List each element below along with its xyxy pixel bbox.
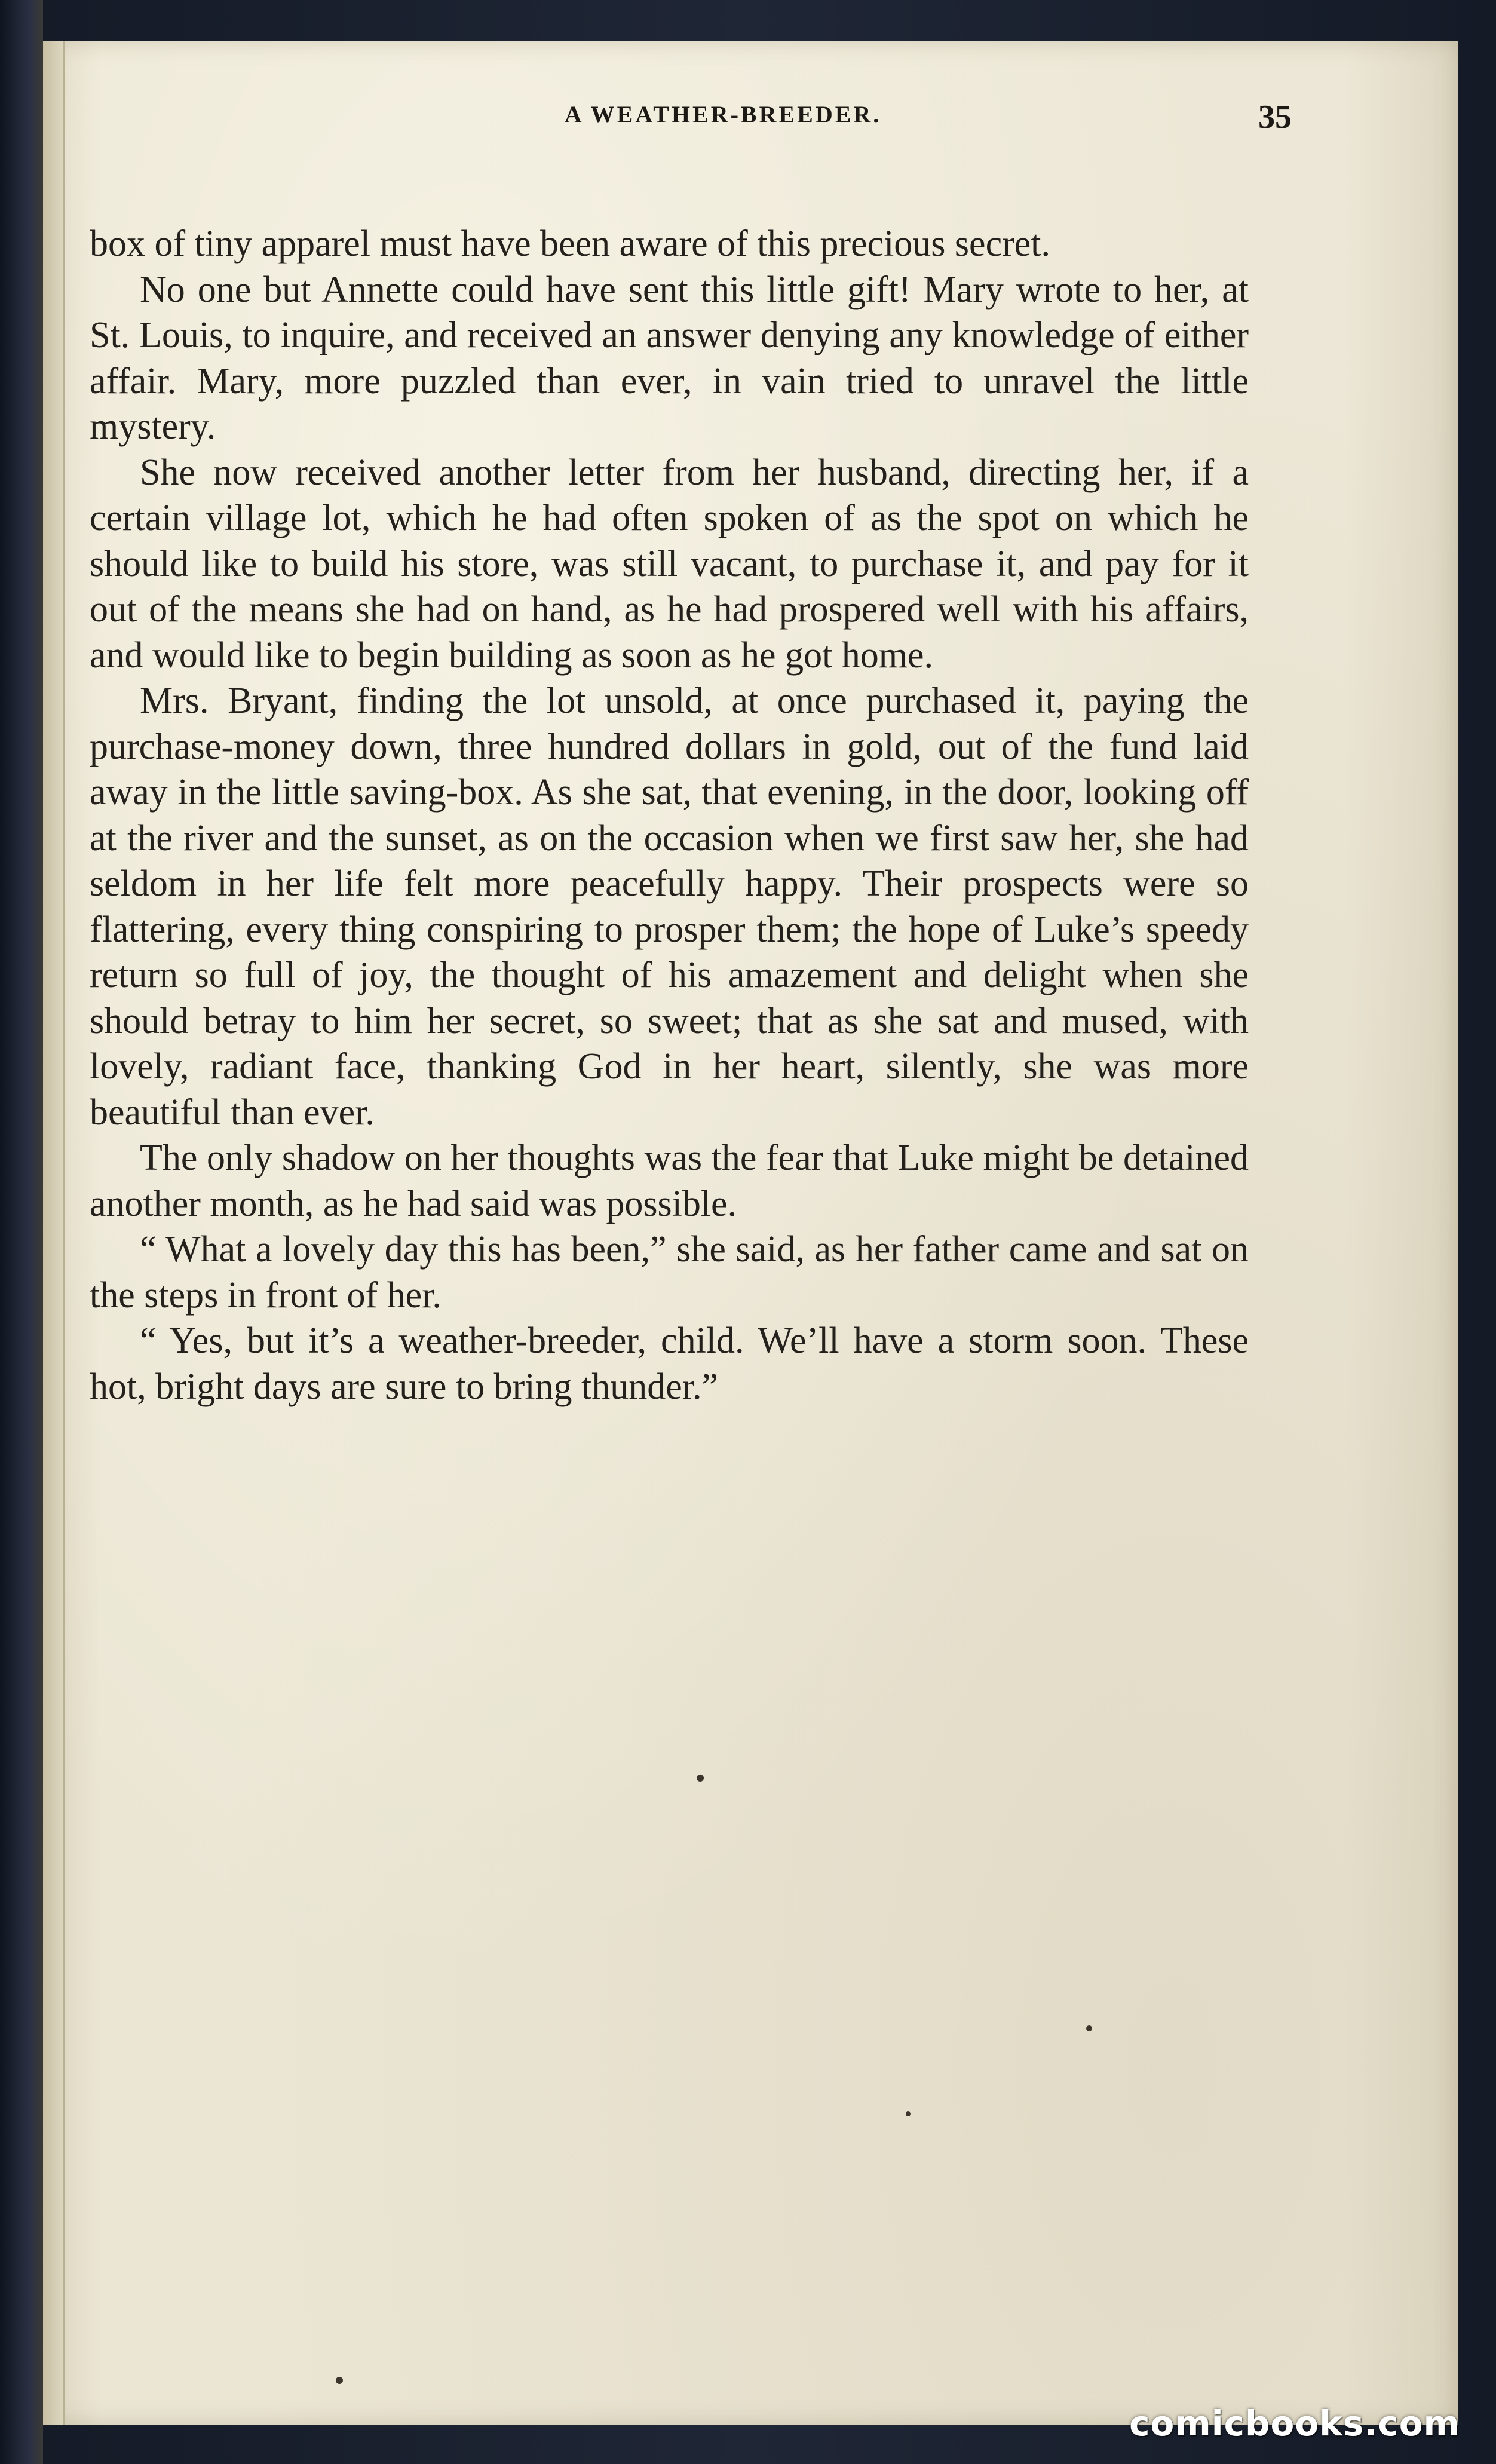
- ink-speck: [906, 2111, 911, 2116]
- page-number: 35: [1258, 99, 1292, 136]
- paragraph: “ Yes, but it’s a weather-breeder, child. We’ll have a storm soon. These hot, bright days are sure to bring thunder.”: [90, 1320, 1249, 1407]
- running-title: A WEATHER-BREEDER.: [564, 101, 882, 128]
- body-text: [90, 221, 1249, 1409]
- page-edge: [43, 41, 65, 2425]
- paragraph: “ What a lovely day this has been,” she said, as her father came and sat on the steps in front of her.: [90, 1229, 1249, 1316]
- ink-speck: [697, 1775, 704, 1782]
- paragraph: The only shadow on her thoughts was the fear that Luke might be detained another month, as he had said was possible.: [90, 1138, 1249, 1224]
- ink-speck: [336, 2377, 343, 2384]
- paragraph: Mrs. Bryant, finding the lot unsold, at once purchased it, paying the purchase-money down, three hundred dollars in gold, out of the fund laid away in the little saving-box. As she sat, that evening, in the door, looking off at the river and the sunset, as on the occasion when we first saw her, she had seldom in her life felt more peacefully happy. Their prospects were so flattering, every thing conspiring to prosper them; the hope of Luke’s speedy return so full of joy, the thought of his amazement and delight when she should betray to him her secret, so sweet; that as she sat and mused, with lovely, radiant face, thanking God in her heart, silently, she was more beautiful than ever.: [90, 681, 1249, 1133]
- paragraph: box of tiny apparel must have been aware of this precious secret.: [90, 223, 1050, 264]
- running-header: [90, 99, 1292, 142]
- paragraph: She now received another letter from her husband, directing her, if a certain village lot, which he had often spoken of as the spot on which he should like to build his store, was still vacant, to purchase it, and pay for it out of the means she had on hand, as he had prospered well with his affairs, and would like to begin building as soon as he got home.: [90, 452, 1249, 676]
- paragraph: No one but Annette could have sent this little gift! Mary wrote to her, at St. Louis, to inquire, and received an answer denying any knowledge of either affair. Mary, more puzzled than ever, in vain tried to unravel the little mystery.: [90, 269, 1249, 447]
- site-watermark: comicbooks.com: [1129, 2403, 1460, 2444]
- book-spine: [0, 0, 43, 2464]
- ink-speck: [1086, 2025, 1092, 2031]
